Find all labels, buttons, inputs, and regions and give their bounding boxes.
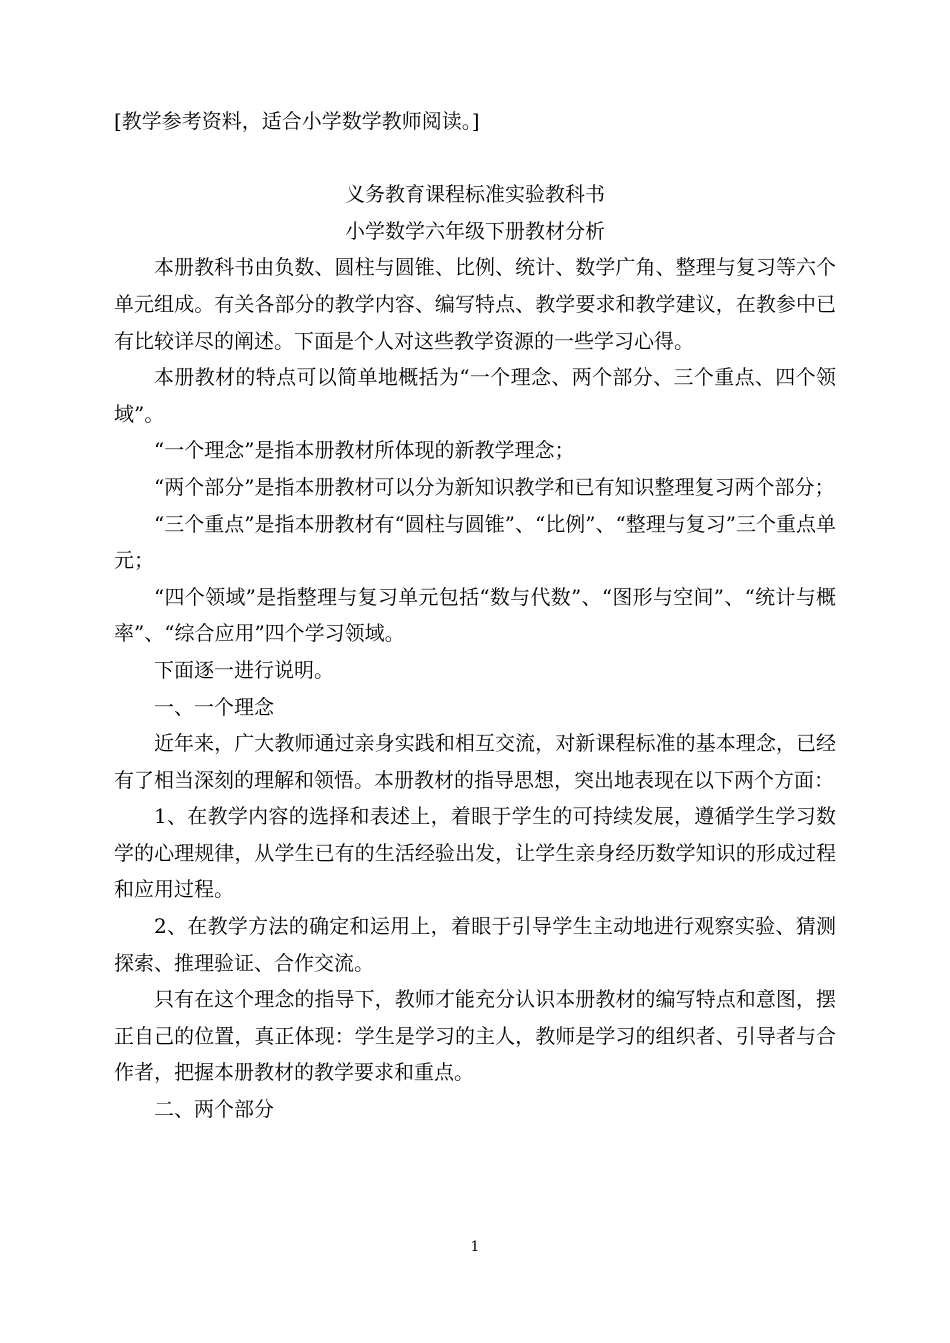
- page-number: 1: [470, 1239, 480, 1255]
- paragraph: 本册教材的特点可以简单地概括为“一个理念、两个部分、三个重点、四个领域”。: [114, 365, 836, 426]
- paragraph: 1、在教学内容的选择和表述上，着眼于学生的可持续发展，遵循学生学习数学的心理规律，从学生已有的生活经验出发，让学生亲身经历数学知识的形成过程和应用过程。: [114, 804, 836, 902]
- paragraph: “三个重点”是指本册教材有“圆柱与圆锥”、“比例”、“整理与复习”三个重点单元；: [114, 511, 836, 573]
- paragraph: 近年来，广大教师通过亲身实践和相互交流，对新课程标准的基本理念，已经有了相当深刻的理解和领悟。本册教材的指导思想，突出地表现在以下两个方面：: [114, 731, 836, 792]
- paragraph: 下面逐一进行说明。: [154, 657, 334, 682]
- reference-note: [教学参考资料，适合小学数学教师阅读。]: [114, 109, 480, 133]
- section-heading: 一、一个理念: [154, 694, 274, 719]
- paragraph: 2、在教学方法的确定和运用上，着眼于引导学生主动地进行观察实验、猜测探索、推理验证、合作交流。: [114, 914, 836, 975]
- paragraph: “两个部分”是指本册教材可以分为新知识教学和已有知识整理复习两个部分；: [154, 474, 835, 499]
- document-body: [114, 103, 836, 1128]
- paragraph: “四个领域”是指整理与复习单元包括“数与代数”、“图形与空间”、“统计与概率”、“综合应用”四个学习领域。: [114, 584, 836, 646]
- paragraph: “一个理念”是指本册教材所体现的新教学理念；: [154, 438, 575, 463]
- document-title: 义务教育课程标准实验教科书: [345, 182, 605, 207]
- document-subtitle: 小学数学六年级下册教材分析: [345, 218, 605, 243]
- paragraph: 只有在这个理念的指导下，教师才能充分认识本册教材的编写特点和意图，摆正自己的位置，真正体现：学生是学习的主人，教师是学习的组织者、引导者与合作者，把握本册教材的教学要求和重点。: [114, 987, 836, 1085]
- paragraph: 本册教科书由负数、圆柱与圆锥、比例、统计、数学广角、整理与复习等六个单元组成。有关各部分的教学内容、编写特点、教学要求和教学建议，在教参中已有比较详尽的阐述。下面是个人对这些教学资源的一些学习心得。: [114, 255, 836, 353]
- section-heading: 二、两个部分: [154, 1097, 274, 1122]
